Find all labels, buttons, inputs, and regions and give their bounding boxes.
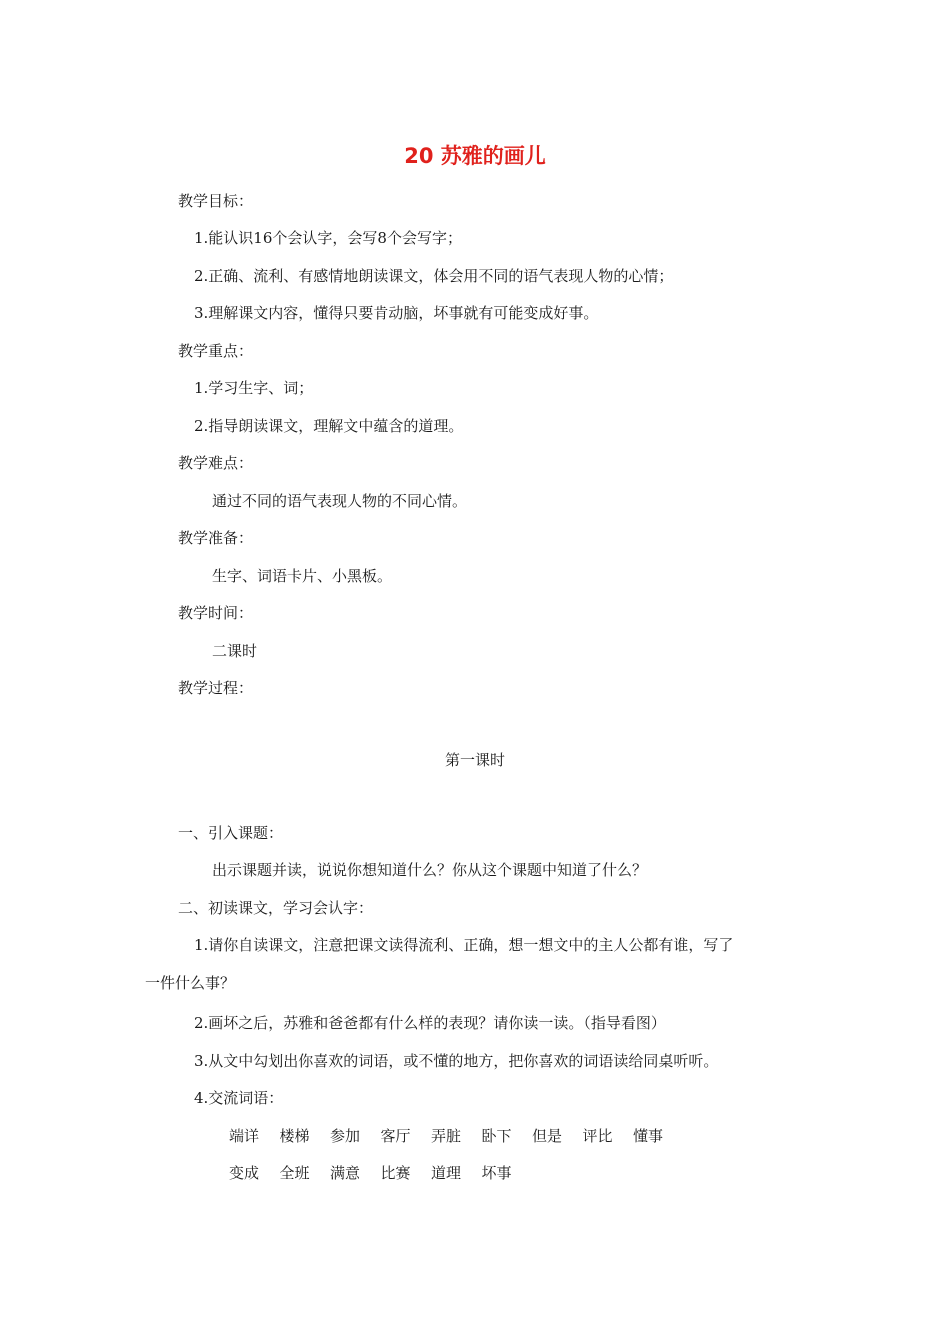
word: 参加	[330, 1127, 361, 1145]
difficult-text: 通过不同的语气表现人物的不同心情。	[212, 492, 468, 510]
key-item: 2.指导朗读课文，理解文中蕴含的道理。	[194, 417, 464, 435]
key-item: 1.学习生字、词；	[194, 379, 314, 397]
section-heading: 一、引入课题：	[178, 824, 284, 842]
goal-item: 3.理解课文内容，懂得只要肯动脑，坏事就有可能变成好事。	[194, 304, 599, 322]
list-item: 2.画坏之后，苏雅和爸爸都有什么样的表现？请你读一读。（指导看图）	[194, 1014, 666, 1032]
word-row	[229, 1163, 532, 1183]
word: 卧下	[481, 1127, 512, 1145]
word: 客厅	[380, 1127, 411, 1145]
word: 道理	[431, 1164, 462, 1182]
key-heading: 教学重点：	[178, 342, 254, 360]
word: 坏事	[481, 1164, 512, 1182]
section-text: 出示课题并读，说说你想知道什么？你从这个课题中知道了什么？	[212, 861, 648, 879]
word: 满意	[330, 1164, 361, 1182]
time-heading: 教学时间：	[178, 604, 254, 622]
word: 端详	[229, 1127, 260, 1145]
list-item: 4.交流词语：	[194, 1089, 284, 1107]
word: 比赛	[380, 1164, 411, 1182]
word: 楼梯	[279, 1127, 310, 1145]
section-heading: 二、初读课文，学习会认字：	[178, 899, 374, 917]
prep-text: 生字、词语卡片、小黑板。	[212, 567, 393, 585]
goals-heading: 教学目标：	[178, 192, 254, 210]
prep-heading: 教学准备：	[178, 529, 254, 547]
lesson-heading: 第一课时	[444, 751, 505, 769]
list-item: 1.请你自读课文，注意把课文读得流利、正确，想一想文中的主人公都有谁，写了	[194, 936, 734, 954]
goal-item: 1.能认识16个会认字，会写8个会写字；	[194, 229, 462, 247]
time-text: 二课时	[212, 642, 258, 660]
word: 变成	[229, 1164, 260, 1182]
word: 全班	[279, 1164, 310, 1182]
word: 评比	[582, 1127, 613, 1145]
process-heading: 教学过程：	[178, 679, 254, 697]
list-item-continuation: 一件什么事？	[145, 974, 236, 992]
word-row	[229, 1126, 684, 1146]
difficult-heading: 教学难点：	[178, 454, 254, 472]
word: 懂事	[633, 1127, 664, 1145]
word: 但是	[532, 1127, 563, 1145]
goal-item: 2.正确、流利、有感情地朗读课文，体会用不同的语气表现人物的心情；	[194, 267, 674, 285]
page-title: 20 苏雅的画儿	[404, 144, 546, 168]
word: 弄脏	[431, 1127, 462, 1145]
list-item: 3.从文中勾划出你喜欢的词语，或不懂的地方，把你喜欢的词语读给同桌听听。	[194, 1052, 719, 1070]
